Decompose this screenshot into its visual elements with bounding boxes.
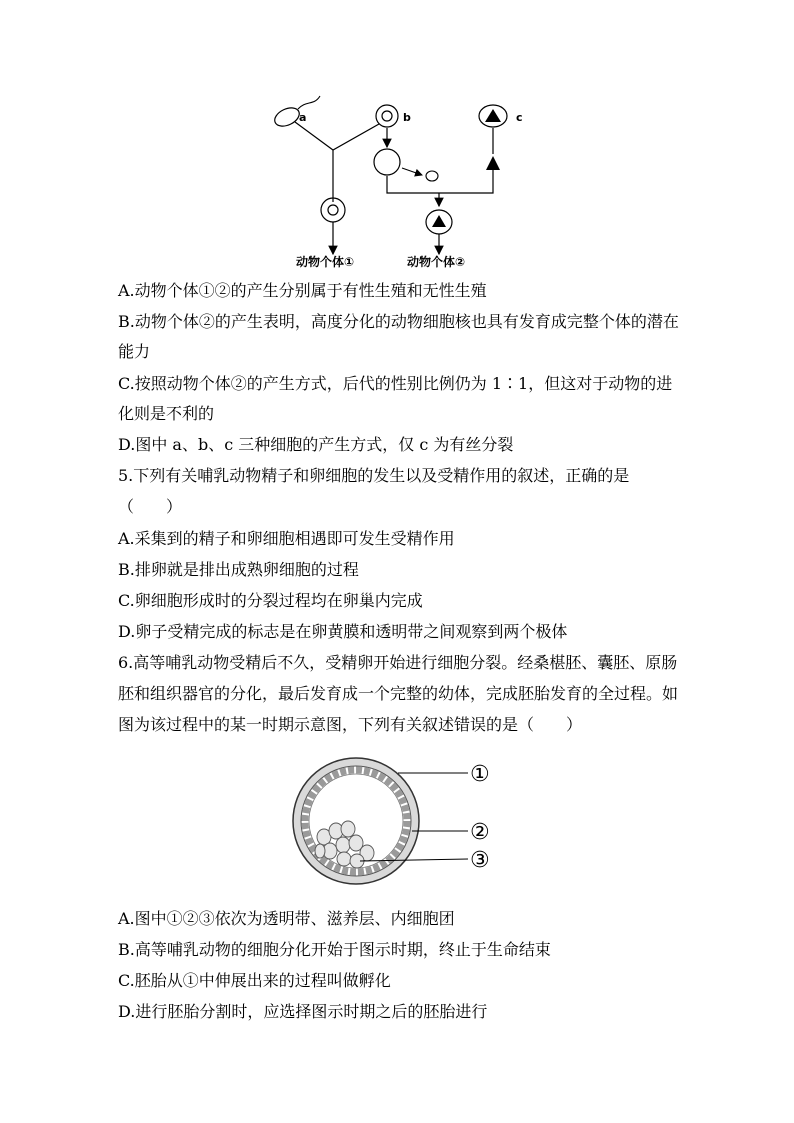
label-trophoblast: ② — [470, 820, 490, 845]
q6-option-a: A.图中①②③依次为透明带、滋养层、内细胞团 — [118, 909, 455, 928]
q4-option-b-line1: B.动物个体②的产生表明，高度分化的动物细胞核也具有发育成完整个体的潜在 — [118, 312, 679, 331]
sperm-cell-a — [272, 96, 320, 130]
q5-stem-line1: 5.下列有关哺乳动物精子和卵细胞的发生以及受精作用的叙述，正确的是 — [118, 466, 630, 485]
removed-nucleus — [426, 171, 438, 181]
q6-stem-line3: 图为该过程中的某一时期示意图，下列有关叙述错误的是（ ） — [118, 715, 583, 734]
caption-individual-2: 动物个体② — [407, 255, 466, 269]
q5-option-a: A.采集到的精子和卵细胞相遇即可发生受精作用 — [118, 529, 455, 548]
blastocyst-diagram — [288, 755, 508, 887]
q4-option-d: D.图中 a、b、c 三种细胞的产生方式，仅 c 为有丝分裂 — [118, 435, 514, 454]
q6-option-b: B.高等哺乳动物的细胞分化开始于图示时期，终止于生命结束 — [118, 940, 551, 959]
somatic-cell-c — [479, 105, 507, 127]
label-inner-cell-mass: ③ — [470, 848, 490, 873]
reconstructed-egg — [426, 210, 452, 234]
label-b: b — [403, 111, 411, 124]
q5-option-d: D.卵子受精完成的标志是在卵黄膜和透明带之间观察到两个极体 — [118, 622, 568, 641]
caption-individual-1: 动物个体① — [296, 255, 355, 269]
enucleated-egg — [374, 149, 400, 175]
label-a: a — [299, 111, 307, 124]
q4-option-a: A.动物个体①②的产生分别属于有性生殖和无性生殖 — [118, 281, 487, 300]
q4-option-c-line1: C.按照动物个体②的产生方式，后代的性别比例仍为 1∶1，但这对于动物的进 — [118, 374, 673, 393]
q4-option-c-line2: 化则是不利的 — [118, 404, 215, 423]
q6-option-d: D.进行胚胎分割时，应选择图示时期之后的胚胎进行 — [118, 1002, 488, 1021]
q6-stem-line1: 6.高等哺乳动物受精后不久，受精卵开始进行细胞分裂。经桑椹胚、囊胚、原肠 — [118, 653, 678, 672]
q6-stem-line2: 胚和组织器官的分化，最后发育成一个完整的幼体，完成胚胎发育的全过程。如 — [118, 684, 679, 703]
egg-cell-b — [376, 105, 398, 127]
q6-option-c: C.胚胎从①中伸展出来的过程叫做孵化 — [118, 971, 391, 990]
q5-option-c: C.卵细胞形成时的分裂过程均在卵巢内完成 — [118, 591, 423, 610]
label-zona: ① — [470, 762, 490, 787]
q5-option-b: B.排卵就是排出成熟卵细胞的过程 — [118, 560, 359, 579]
q4-option-b-line2: 能力 — [118, 342, 151, 361]
label-c: c — [516, 111, 523, 124]
q5-stem-line2: （ ） — [118, 497, 183, 516]
reproduction-diagram — [262, 92, 532, 274]
